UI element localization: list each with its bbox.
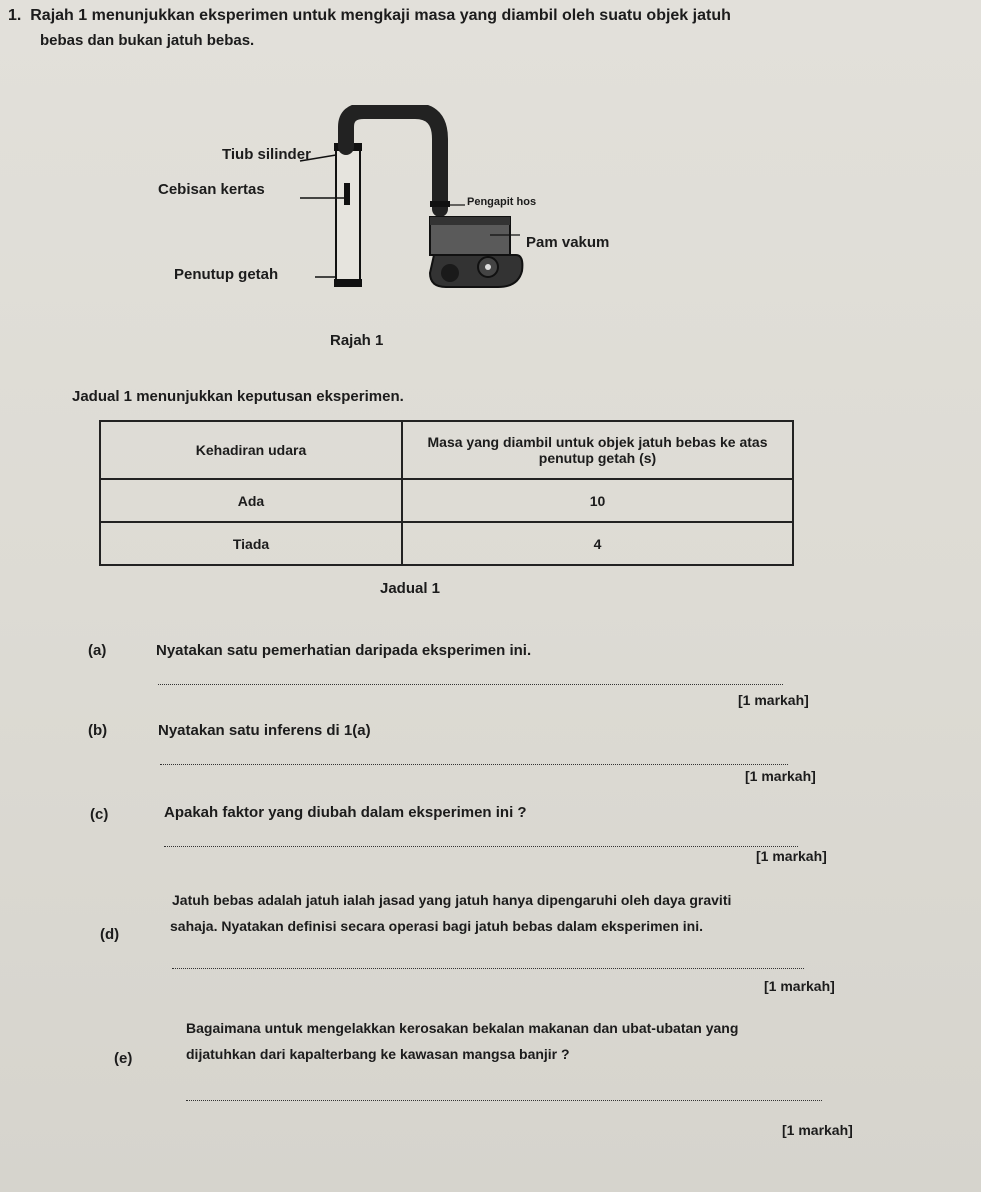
question-c-text: Apakah faktor yang diubah dalam eksperimen ini ?: [164, 804, 527, 821]
question-e-text-1: Bagaimana untuk mengelakkan kerosakan bekalan makanan dan ubat-ubatan yang: [186, 1020, 739, 1036]
header-air-presence: Kehadiran udara: [100, 421, 402, 479]
question-d-text-2: sahaja. Nyatakan definisi secara operasi bagi jatuh bebas dalam eksperimen ini.: [170, 918, 703, 934]
cylinder-tube: [336, 147, 360, 285]
intro-line-2: bebas dan bukan jatuh bebas.: [40, 32, 255, 49]
table-caption: Jadual 1: [380, 580, 441, 597]
question-b-text: Nyatakan satu inferens di 1(a): [158, 722, 371, 739]
paper-piece: [344, 183, 350, 205]
table-row: [100, 522, 793, 565]
answer-line-e[interactable]: [186, 1100, 822, 1101]
figure-caption: Rajah 1: [330, 332, 384, 349]
answer-line-d[interactable]: [172, 968, 804, 969]
question-e-text-2: dijatuhkan dari kapalterbang ke kawasan mangsa banjir ?: [186, 1046, 570, 1062]
answer-line-a[interactable]: [158, 684, 783, 685]
question-c-marks: [1 markah]: [756, 848, 827, 864]
header-time-taken: Masa yang diambil untuk objek jatuh bebas ke atas penutup getah (s): [402, 421, 793, 479]
cell-air: Tiada: [100, 522, 402, 565]
question-number: 1.: [8, 7, 22, 24]
question-a-text: Nyatakan satu pemerhatian daripada eksperimen ini.: [156, 642, 532, 659]
cell-air: Ada: [100, 479, 402, 522]
rubber-stopper: [334, 279, 362, 287]
label-paper: Cebisan kertas: [158, 181, 265, 198]
question-a-marks: [1 markah]: [738, 692, 809, 708]
answer-line-c[interactable]: [164, 846, 798, 847]
question-b-marks: [1 markah]: [745, 768, 816, 784]
table-intro: Jadual 1 menunjukkan keputusan eksperimen.: [72, 388, 404, 405]
label-tube: Tiub silinder: [222, 146, 311, 163]
question-intro: [8, 6, 731, 26]
question-d-number: (d): [100, 926, 120, 943]
table-row: [100, 479, 793, 522]
question-e-number: (e): [114, 1050, 133, 1067]
cell-time: 10: [402, 479, 793, 522]
hose-clip: [430, 201, 450, 207]
label-clip: Pengapit hos: [467, 196, 537, 208]
table-header-row: [100, 421, 793, 479]
answer-line-b[interactable]: [160, 764, 788, 765]
results-table: [99, 420, 794, 566]
label-pump: Pam vakum: [526, 234, 610, 251]
question-d-text-1: Jatuh bebas adalah jatuh ialah jasad yang jatuh hanya dipengaruhi oleh daya graviti: [172, 892, 732, 908]
question-d-marks: [1 markah]: [764, 978, 835, 994]
question-b-number: (b): [88, 722, 108, 739]
label-stopper: Penutup getah: [174, 266, 279, 283]
cell-time: 4: [402, 522, 793, 565]
intro-line-1: Rajah 1 menunjukkan eksperimen untuk mengkaji masa yang diambil oleh suatu objek jatuh: [30, 7, 731, 24]
question-a-number: (a): [88, 642, 107, 659]
question-c-number: (c): [90, 806, 109, 823]
question-e-marks: [1 markah]: [782, 1122, 853, 1138]
